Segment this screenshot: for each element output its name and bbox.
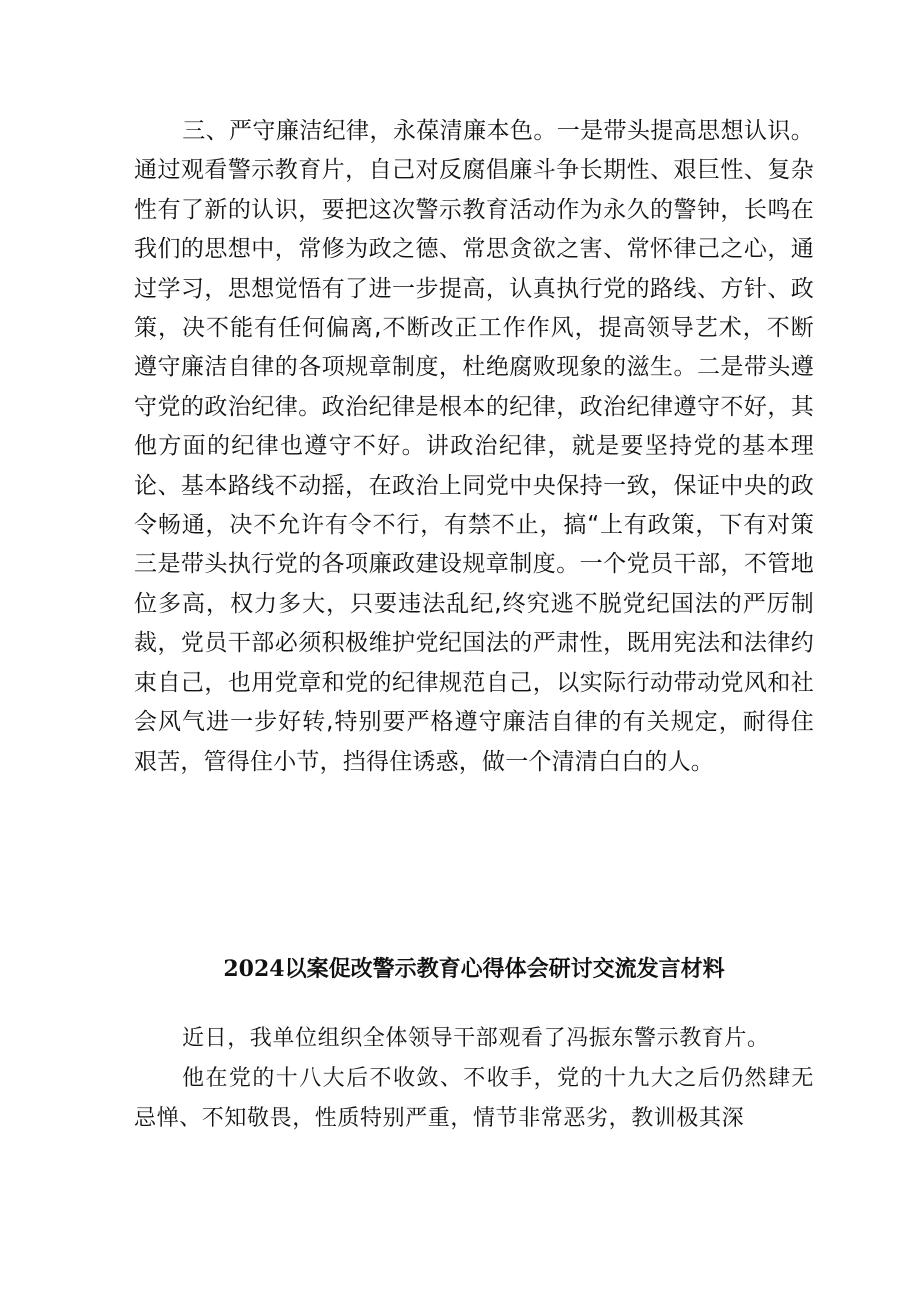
body-section-two [134, 1019, 814, 1139]
body-paragraph-text: 三、严守廉洁纪律，永葆清廉本色。一是带头提高思想认识。通过观看警示教育片，自己对反腐倡廉斗争长期性、艰巨性、复杂性有了新的认识，要把这次警示教育活动作为永久的警钟，长鸣在我们的思想中，常修为政之德、常思贪欲之害、常怀律己之心，通过学习，思想觉悟有了进一步提高，认真执行党的路线、方针、政策，决不能有任何偏离,不断改正工作作风，提高领导艺术，不断遵守廉洁自律的各项规章制度，杜绝腐败现象的滋生。二是带头遵守党的政治纪律。政治纪律是根本的纪律，政治纪律遵守不好，其他方面的纪律也遵守不好。讲政治纪律，就是要坚持党的基本理论、基本路线不动摇，在政治上同党中央保持一致，保证中央的政令畅通，决不允许有令不行，有禁不止，搞“上有政策，下有对策三是带头执行党的各项廉政建设规章制度。一个党员干部，不管地位多高，权力多大，只要违法乱纪,终究逃不脱党纪国法的严厉制裁，党员干部必须积极维护党纪国法的严肃性，既用宪法和法律约束自己，也用党章和党的纪律规范自己，以实际行动带动党风和社会风气进一步好转,特别要严格遵守廉洁自律的有关规定，耐得住艰苦，管得住小节，挡得住诱惑，做一个清清白白的人。 [134, 118, 814, 775]
body-paragraph-discipline [134, 112, 814, 782]
document-title: 2024以案促改警示教育心得体会研讨交流发言材料 [223, 956, 725, 982]
body-paragraph: 他在党的十八大后不收敛、不收手，党的十九大之后仍然肆无忌惮、不知敬畏，性质特别严重，情节非常恶劣，教训极其深 [134, 1066, 814, 1131]
body-paragraph: 近日，我单位组织全体领导干部观看了冯振东警示教育片。 [182, 1026, 770, 1051]
